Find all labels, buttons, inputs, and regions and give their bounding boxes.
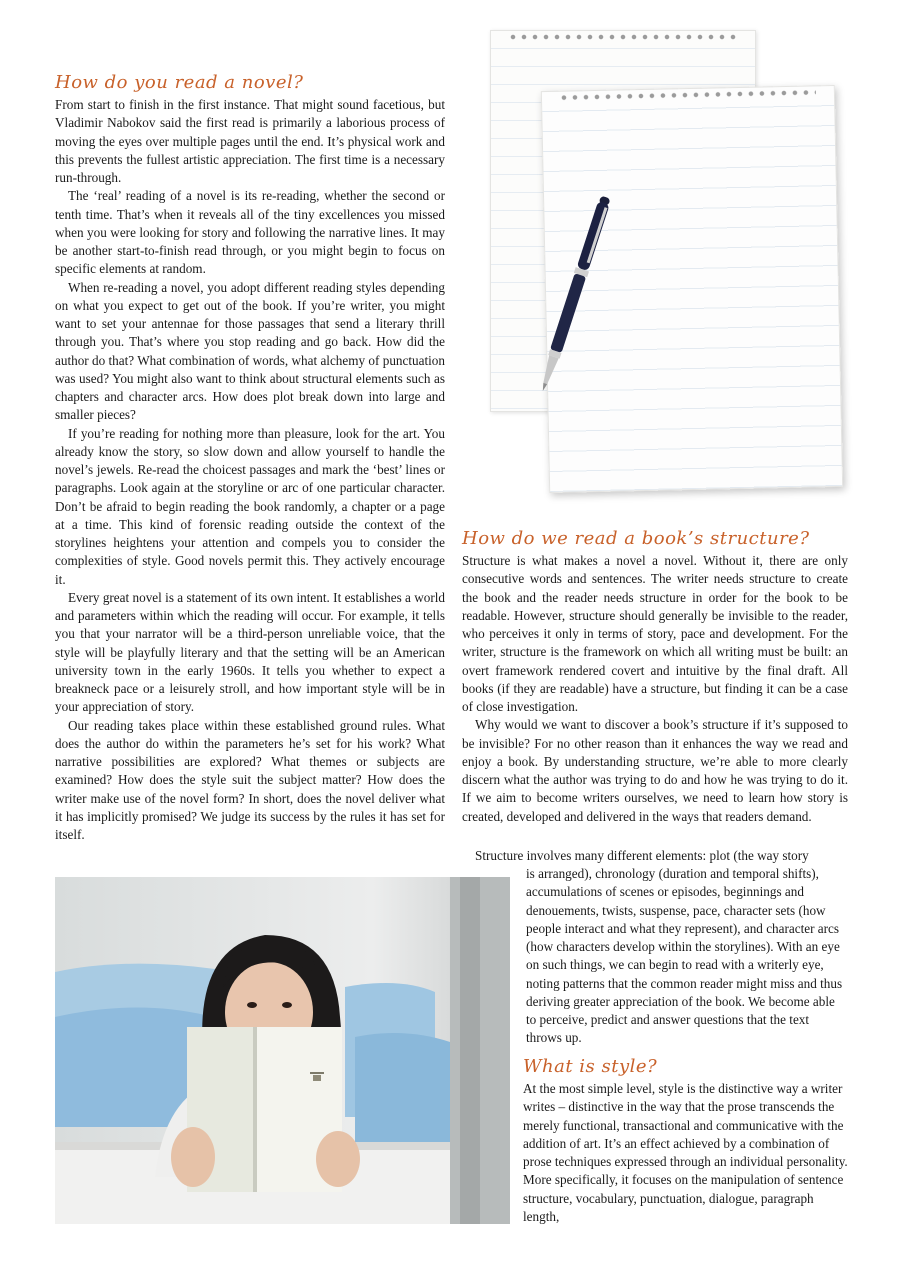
- paragraph: Every great novel is a statement of its own intent. It establishes a world and parameters within which the reading will occur. For example, it tells you that your narrator will be a third-person unreliable voice, that the style will be playfully literary and that the setting will be an American university town in the early 1960s. It tells you whether to expect a breakneck pace or a leisurely stroll, and how important style will be in your appreciation of story.: [55, 589, 445, 715]
- spiral-binding: [560, 88, 816, 101]
- paragraph: From start to finish in the first instance. That might sound facetious, but Vladimir Nabokov said the first read is primarily a laborious process of moving the eyes over multiple pages until the end. It’s physical work and this prevents the fullest artistic appreciation. The first time is a necessary run-through.: [55, 97, 445, 185]
- heading-read-novel: How do you read a novel?: [55, 72, 304, 93]
- photo-girl-reading: [55, 877, 510, 1224]
- spiral-binding: [509, 33, 737, 41]
- paragraph: The ‘real’ reading of a novel is its re-reading, whether the second or tenth time. That’s when it reveals all of the tiny excellences you missed when you were looking for story and following the narrative lines. It may be another start-to-finish read through, or you might begin to focus on specific elements at random.: [55, 188, 445, 277]
- paragraph: Why would we want to discover a book’s structure if it’s supposed to be invisible? For no other reason than it enhances the way we read and enjoy a book. By understanding structure, we’re able to more clearly discern what the author was trying to do and how he was trying to do it. If we aim to become writers ourselves, we need to learn how story is created, developed and delivered in the ways that readers demand.: [462, 717, 848, 824]
- paragraph: At the most simple level, style is the distinctive way a writer writes – distinctive in the way that the prose transcends the merely functional, transactional and communicative with the addition of art. It’s an effect achieved by a combination of prose techniques expressed through an individual personality. More specifically, it focuses on the manipulation of sentence structure, vocabulary, punctuation, dialogue, paragraph length,: [523, 1081, 848, 1224]
- heading-style: What is style?: [523, 1056, 658, 1077]
- article-column-style: [523, 1080, 848, 1226]
- paragraph: When re-reading a novel, you adopt different reading styles depending on what you expect to get out of the book. If you’re writer, you might want to set your antennae for those passages that send a literary thrill through you. That’s where you stop reading and go back. How did the author do that? What combination of words, what alchemy of punctuation was used? You might also want to think about structural elements such as chapters and character arcs. How does plot break down into large and smaller pieces?: [55, 279, 445, 423]
- paragraph: Structure is what makes a novel a novel. Without it, there are only consecutive words and sentences. The writer needs structure to create the book and the reader needs structure in order for the book to be readable. However, structure should generally be invisible to the reader, who perceives it only in terms of story, pace and development. For the writer, structure is the framework on which all writing must be built: an overt framework rendered covert and intuitive by the final draft. All books (if they are readable) have a structure, but finding it can be a case of close investigation.: [462, 553, 848, 714]
- paragraph: Our reading takes place within these established ground rules. What does the author do within the parameters he’s set for his work? What narrative possibilities are explored? What themes or subjects are examined? How does the style suit the subject matter? How does the writer make use of the novel form? In short, does the novel deliver what it has implicitly promised? We judge its success by the rules it has set for itself.: [55, 717, 445, 842]
- paragraph: is arranged), chronology (duration and temporal shifts), accumulations of scenes or episodes, beginnings and denouements, twists, suspense, pace, character sets (how people interact and what they represent), and character arcs (how characters develop within the storylines). With an eye on such things, we can begin to read with a writerly eye, noting patterns that the common reader might miss and thus deriving greater appreciation of the book. We become able to perceive, predict and answer questions that the text throws up.: [526, 866, 843, 1046]
- heading-structure: How do we read a book’s structure?: [462, 528, 810, 549]
- article-column-left: [55, 96, 445, 844]
- paragraph: If you’re reading for nothing more than pleasure, look for the art. You already know the story, so slow down and allow yourself to handle the novel’s jewels. Re-read the choicest passages and mark the ‘best’ lines or paragraphs. Look again at the storyline or arc of one particular character. Don’t be afraid to begin reading the book randomly, a chapter or a page at a time. This kind of forensic reading outside the context of the storylines heightens your attention and compels you to consider the complexities of style. Good novels permit this. They actively encourage it.: [55, 425, 445, 587]
- article-column-right: [462, 552, 848, 826]
- paragraph-lead-line: Structure involves many different elements: plot (the way story: [475, 848, 809, 863]
- photo-illustration: [55, 877, 510, 1224]
- article-column-right-narrow: [526, 865, 848, 1048]
